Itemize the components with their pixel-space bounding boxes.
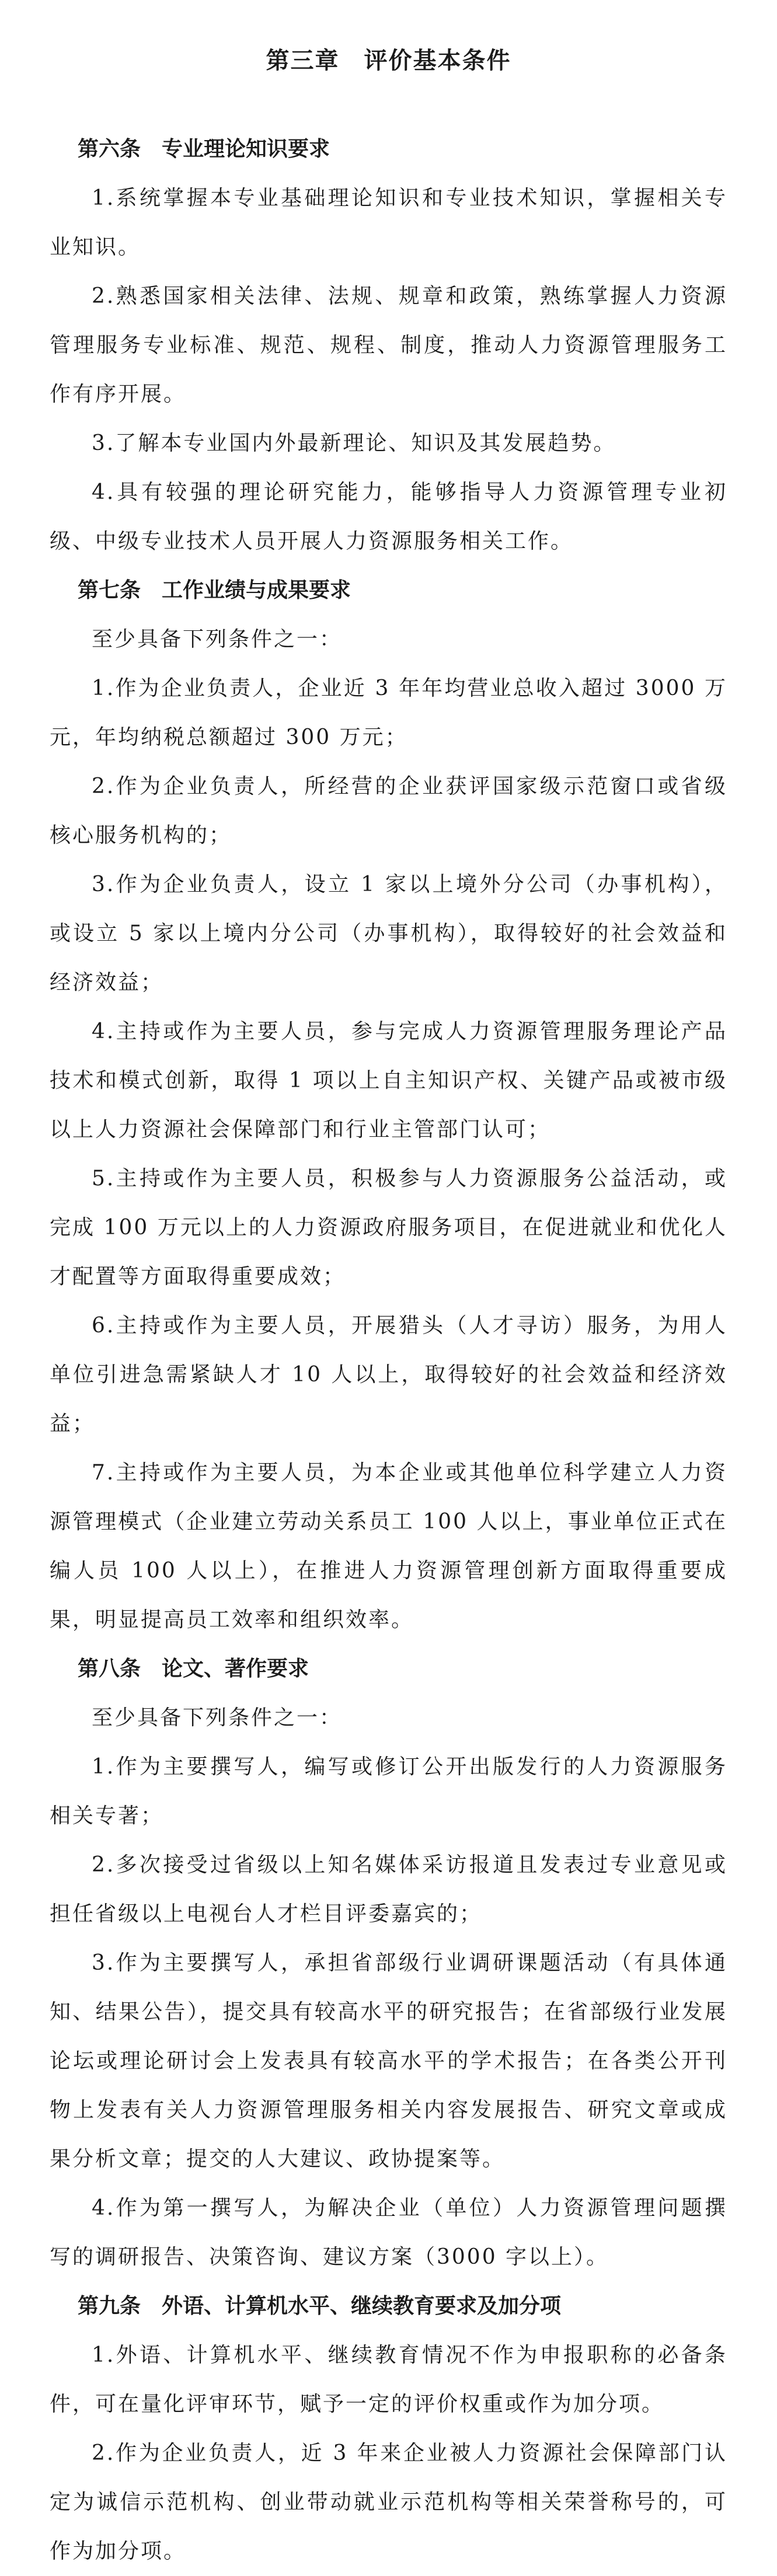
paragraph: 4.具有较强的理论研究能力，能够指导人力资源管理专业初级、中级专业技术人员开展人力资源服务相关工作。 [50, 480, 727, 553]
paragraph: 1.系统掌握本专业基础理论知识和专业技术知识，掌握相关专业知识。 [50, 186, 727, 259]
paragraph: 3.作为企业负责人，设立 1 家以上境外分公司（办事机构），或设立 5 家以上境内分公司（办事机构），取得较好的社会效益和经济效益； [50, 872, 727, 994]
paragraph: 4.作为第一撰写人，为解决企业（单位）人力资源管理问题撰写的调研报告、决策咨询、建议方案（3000 字以上）。 [50, 2196, 727, 2269]
article-6 [50, 125, 727, 566]
article-heading: 第八条 论文、著作要求 [78, 1657, 309, 1681]
paragraph: 1.作为主要撰写人，编写或修订公开出版发行的人力资源服务相关专著； [50, 1755, 727, 1828]
paragraph: 6.主持或作为主要人员，开展猎头（人才寻访）服务，为用人单位引进急需紧缺人才 10 人以上，取得较好的社会效益和经济效益； [50, 1314, 727, 1436]
paragraph: 3.作为主要撰写人，承担省部级行业调研课题活动（有具体通知、结果公告），提交具有较高水平的研究报告；在省部级行业发展论坛或理论研讨会上发表具有较高水平的学术报告；在各类公开刊物上发表有关人力资源管理服务相关内容发展报告、研究文章或成果分析文章；提交的人大建议、政协提案等。 [50, 1951, 727, 2171]
paragraph: 4.主持或作为主要人员，参与完成人力资源管理服务理论产品技术和模式创新，取得 1 项以上自主知识产权、关键产品或被市级以上人力资源社会保障部门和行业主管部门认可； [50, 1020, 727, 1142]
chapter-title: 第三章 评价基本条件 [266, 47, 511, 74]
article-7 [50, 566, 727, 1645]
article-9 [50, 2282, 727, 2576]
paragraph: 2.多次接受过省级以上知名媒体采访报道且发表过专业意见或担任省级以上电视台人才栏目评委嘉宾的； [50, 1853, 727, 1926]
paragraph: 1.作为企业负责人，企业近 3 年年均营业总收入超过 3000 万元，年均纳税总额超过 300 万元； [50, 676, 727, 749]
paragraph: 1.外语、计算机水平、继续教育情况不作为申报职称的必备条件，可在量化评审环节，赋予一定的评价权重或作为加分项。 [50, 2343, 727, 2416]
paragraph: 2.作为企业负责人，近 3 年来企业被人力资源社会保障部门认定为诚信示范机构、创业带动就业示范机构等相关荣誉称号的，可作为加分项。 [50, 2441, 727, 2563]
paragraph: 至少具备下列条件之一： [92, 627, 343, 651]
article-heading: 第七条 工作业绩与成果要求 [78, 578, 351, 602]
paragraph: 3.了解本专业国内外最新理论、知识及其发展趋势。 [92, 431, 616, 455]
paragraph: 5.主持或作为主要人员，积极参与人力资源服务公益活动，或完成 100 万元以上的人力资源政府服务项目，在促进就业和优化人才配置等方面取得重要成效； [50, 1167, 727, 1289]
paragraph: 7.主持或作为主要人员，为本企业或其他单位科学建立人力资源管理模式（企业建立劳动关系员工 100 人以上，事业单位正式在编人员 100 人以上），在推进人力资源管理创新方面取得重要成果，明显提高员工效率和组织效率。 [50, 1461, 727, 1632]
paragraph: 至少具备下列条件之一： [92, 1706, 343, 1730]
paragraph: 2.作为企业负责人，所经营的企业获评国家级示范窗口或省级核心服务机构的； [50, 774, 727, 847]
article-heading: 第九条 外语、计算机水平、继续教育要求及加分项 [78, 2294, 562, 2318]
article-heading: 第六条 专业理论知识要求 [78, 137, 330, 161]
paragraph: 2.熟悉国家相关法律、法规、规章和政策，熟练掌握人力资源管理服务专业标准、规范、规程、制度，推动人力资源管理服务工作有序开展。 [50, 284, 727, 406]
article-8 [50, 1645, 727, 2282]
